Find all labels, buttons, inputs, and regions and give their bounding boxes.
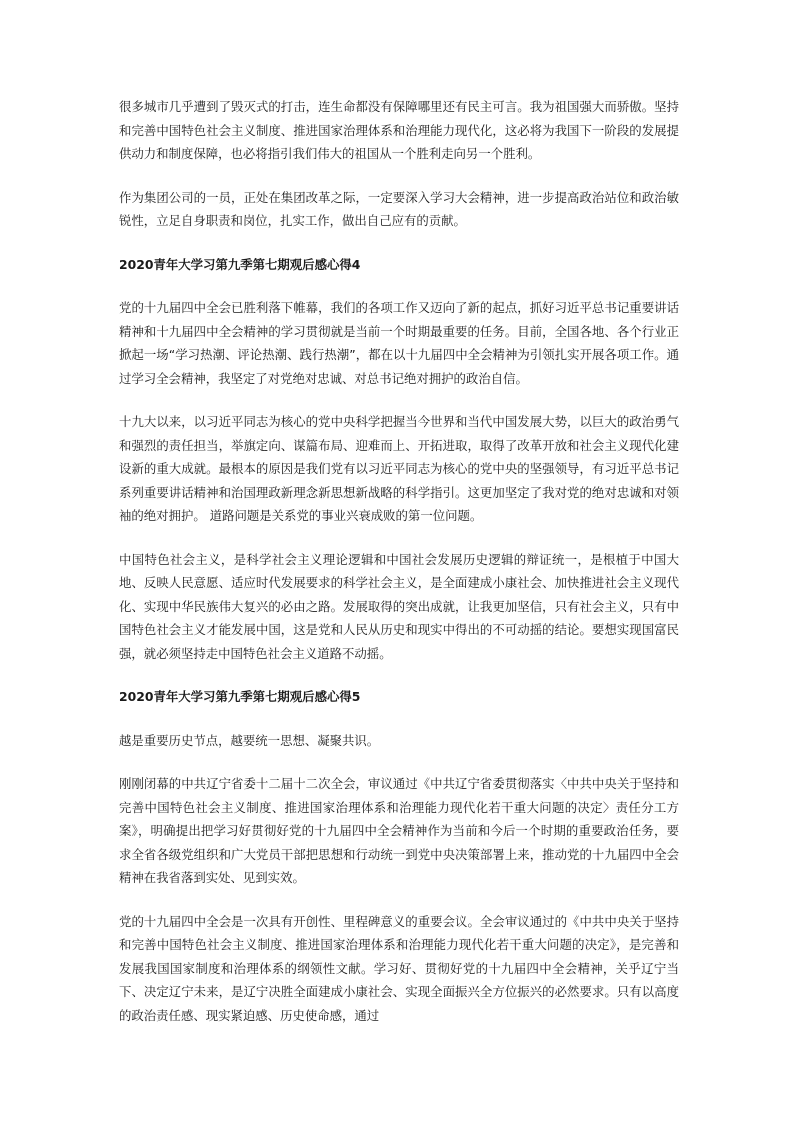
body-paragraph: 刚刚闭幕的中共辽宁省委十二届十二次全会，审议通过《中共辽宁省委贯彻落实〈中共中央关于坚持和完善中国特色社会主义制度、推进国家治理体系和治理能力现代化若干重大问题的决定〉责任分工方案》，明确提出把学习好贯彻好党的十九届四中全会精神作为当前和今后一个时期的重要政治任务，要求全省各级党组织和广大党员干部把思想和行动统一到党中央决策部署上来，推动党的十九届四中全会精神在我省落到实处、见到实效。	[119, 776, 679, 885]
body-paragraph: 党的十九届四中全会是一次具有开创性、里程碑意义的重要会议。全会审议通过的《中共中央关于坚持和完善中国特色社会主义制度、推进国家治理体系和治理能力现代化若干重大问题的决定》，是完善和发展我国国家制度和治理体系的纲领性文献。学习好、贯彻好党的十九届四中全会精神，关乎辽宁当下、决定辽宁未来，是辽宁决胜全面建成小康社会、实现全面振兴全方位振兴的必然要求。只有以高度的政治责任感、现实紧迫感、历史使命感，通过	[119, 913, 679, 1023]
document-body	[119, 95, 679, 1047]
body-paragraph: 党的十九届四中全会已胜利落下帷幕，我们的各项工作又迈向了新的起点，抓好习近平总书记重要讲话精神和十九届四中全会精神的学习贯彻就是当前一个时期最重要的任务。目前，全国各地、各个行业正掀起一场“学习热潮、评论热潮、践行热潮”，都在以十九届四中全会精神为引领扎实开展各项工作。通过学习全会精神，我坚定了对党绝对忠诚、对总书记绝对拥护的政治自信。	[119, 300, 679, 386]
section-heading: 2020青年大学习第九季第七期观后感心得5	[119, 689, 361, 704]
body-paragraph: 十九大以来，以习近平同志为核心的党中央科学把握当今世界和当代中国发展大势，以巨大的政治勇气和强烈的责任担当，举旗定向、谋篇布局、迎难而上、开拓进取，取得了改革开放和社会主义现代化建设新的重大成就。最根本的原因是我们党有以习近平同志为核心的党中央的坚强领导，有习近平总书记系列重要讲话精神和治国理政新理念新思想新战略的科学指引。这更加坚定了我对党的绝对忠诚和对领袖的绝对拥护。 道路问题是关系党的事业兴衰成败的第一位问题。	[119, 414, 679, 523]
body-paragraph: 作为集团公司的一员，正处在集团改革之际，一定要深入学习大会精神，进一步提高政治站位和政治敏锐性，立足自身职责和岗位，扎实工作，做出自己应有的贡献。	[119, 189, 679, 228]
section-heading: 2020青年大学习第九季第七期观后感心得4	[119, 256, 361, 272]
body-paragraph: 中国特色社会主义，是科学社会主义理论逻辑和中国社会发展历史逻辑的辩证统一，是根植于中国大地、反映人民意愿、适应时代发展要求的科学社会主义，是全面建成小康社会、加快推进社会主义现代化、实现中华民族伟大复兴的必由之路。发展取得的突出成就，让我更加坚信，只有社会主义，只有中国特色社会主义才能发展中国，这是党和人民从历史和现实中得出的不可动摇的结论。要想实现国富民强，就必须坚持走中国特色社会主义道路不动摇。	[119, 551, 679, 661]
body-paragraph: 很多城市几乎遭到了毁灭式的打击，连生命都没有保障哪里还有民主可言。我为祖国强大而骄傲。坚持和完善中国特色社会主义制度、推进国家治理体系和治理能力现代化，这必将为我国下一阶段的发展提供动力和制度保障，也必将指引我们伟大的祖国从一个胜利走向另一个胜利。	[119, 99, 679, 161]
body-paragraph: 越是重要历史节点，越要统一思想、凝聚共识。	[119, 732, 380, 748]
